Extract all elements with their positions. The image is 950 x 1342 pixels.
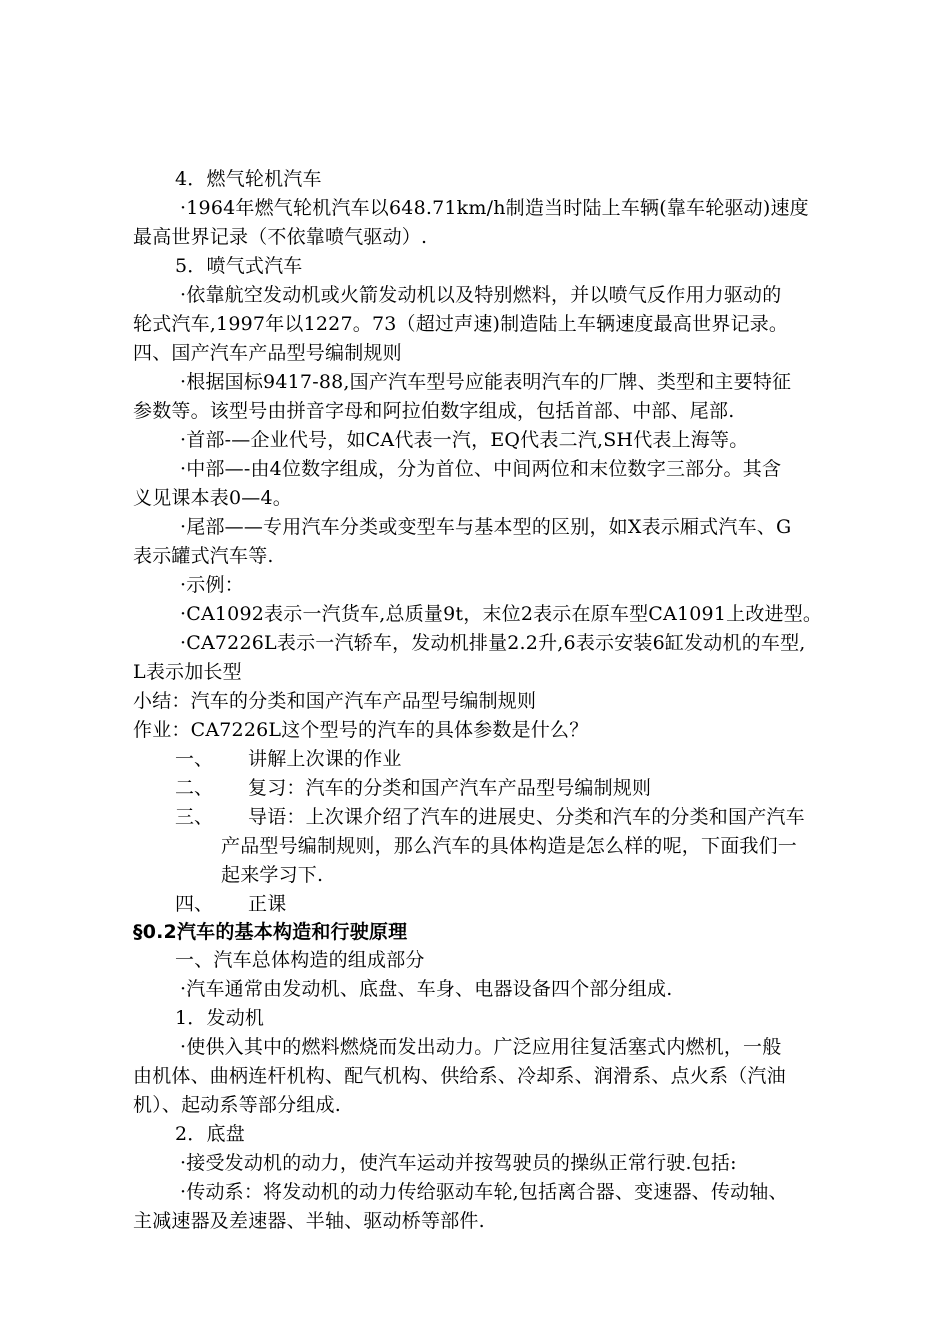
list-item-text: 复习：汽车的分类和国产汽车产品型号编制规则 [248,777,652,799]
subheading-overall-structure: 一、汽车总体构造的组成部分 [175,949,425,971]
paragraph-line: ·中部—-由4位数字组成，分为首位、中间两位和末位数字三部分。其含 [180,458,782,480]
paragraph-line: ·首部-—企业代号，如CA代表一汽，EQ代表二汽,SH代表上海等。 [180,429,749,451]
paragraph-line: 机）、起动系等部分组成. [133,1094,341,1116]
paragraph-line: 表示罐式汽车等. [133,545,274,567]
paragraph-line: ·根据国标9417-88,国产汽车型号应能表明汽车的厂牌、类型和主要特征 [180,371,792,393]
list-number: 一、 [175,748,214,770]
paragraph-line: ·示例： [180,574,244,596]
paragraph-line: 参数等。该型号由拼音字母和阿拉伯数字组成，包括首部、中部、尾部. [133,400,735,422]
paragraph-line: 轮式汽车,1997年以1227。73（超过声速)制造陆上车辆速度最高世界记录。 [133,313,789,335]
list-number: 二、 [175,777,214,799]
paragraph-line: 义见课本表0—4。 [133,487,292,509]
paragraph-line: L表示加长型 [133,661,242,683]
paragraph-line: ·CA1092表示一汽货车,总质量9t，末位2表示在原车型CA1091上改进型。 [180,603,823,625]
heading-jet-car: 5．喷气式汽车 [175,255,303,277]
paragraph-line: 由机体、曲柄连杆机构、配气机构、供给系、冷却系、润滑系、点火系（汽油 [133,1065,786,1087]
paragraph-line: ·依靠航空发动机或火箭发动机以及特别燃料，并以喷气反作用力驱动的 [180,284,782,306]
section-heading: §0.2汽车的基本构造和行驶原理 [133,921,408,943]
list-item-text: 产品型号编制规则，那么汽车的具体构造是怎么样的呢，下面我们一 [221,835,798,857]
heading-model-numbering-rules: 四、国产汽车产品型号编制规则 [133,342,402,364]
summary-line: 小结：汽车的分类和国产汽车产品型号编制规则 [133,690,537,712]
list-number: 四、 [175,893,214,915]
list-number: 三、 [175,806,214,828]
paragraph-line: ·接受发动机的动力，使汽车运动并按驾驶员的操纵正常行驶.包括: [180,1152,737,1174]
list-item-text: 正课 [248,893,287,915]
paragraph-line: 主减速器及差速器、半轴、驱动桥等部件. [133,1210,485,1232]
paragraph-line: ·CA7226L表示一汽轿车，发动机排量2.2升,6表示安装6缸发动机的车型, [180,632,806,654]
list-item-text: 讲解上次课的作业 [248,748,402,770]
subheading-engine: 1．发动机 [175,1007,265,1029]
paragraph-line: ·尾部——专用汽车分类或变型车与基本型的区别，如X表示厢式汽车、G [180,516,792,538]
paragraph-line: ·汽车通常由发动机、底盘、车身、电器设备四个部分组成. [180,978,673,1000]
list-item-text: 起来学习下. [221,864,324,886]
paragraph-line: ·使供入其中的燃料燃烧而发出动力。广泛应用往复活塞式内燃机，一般 [180,1036,782,1058]
paragraph-line: ·1964年燃气轮机汽车以648.71km/h制造当时陆上车辆(靠车轮驱动)速度 [180,197,809,219]
heading-gas-turbine-car: 4．燃气轮机汽车 [175,168,322,190]
homework-line: 作业：CA7226L这个型号的汽车的具体参数是什么？ [133,719,589,741]
paragraph-line: ·传动系：将发动机的动力传给驱动车轮,包括离合器、变速器、传动轴、 [180,1181,788,1203]
paragraph-line: 最高世界记录（不依靠喷气驱动）. [133,226,428,248]
list-item-text: 导语：上次课介绍了汽车的进展史、分类和汽车的分类和国产汽车 [248,806,805,828]
subheading-chassis: 2．底盘 [175,1123,245,1145]
